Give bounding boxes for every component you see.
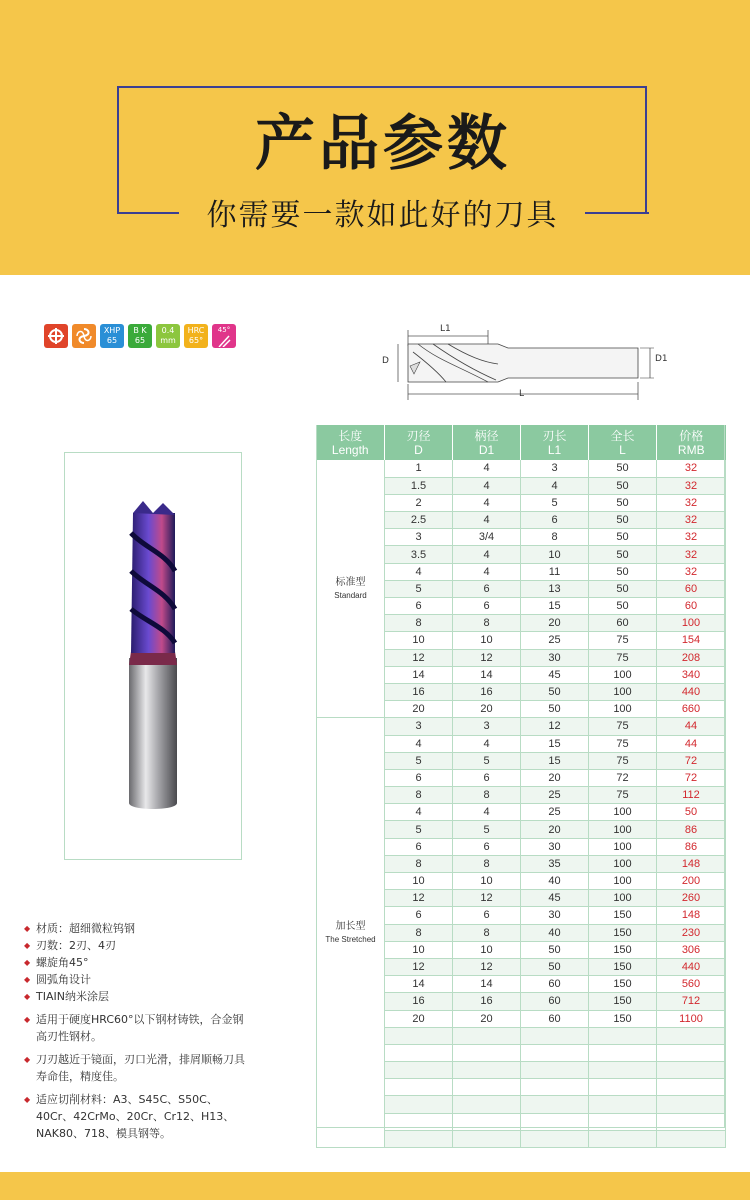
cell-price: 100 — [657, 615, 726, 632]
header-cn: 柄径 — [474, 428, 499, 443]
table-header-cell — [589, 425, 657, 460]
cell-d: 8 — [385, 855, 453, 872]
cell-price: 440 — [657, 958, 726, 975]
cell-price: 260 — [657, 890, 726, 907]
table-header-cell — [317, 425, 385, 460]
cell-price — [657, 1079, 726, 1096]
cell-l1: 15 — [521, 752, 589, 769]
cross-circle-icon — [44, 324, 68, 348]
cell-d: 10 — [385, 632, 453, 649]
cell-d: 20 — [385, 701, 453, 718]
cell-d1 — [453, 1096, 521, 1113]
cell-d1: 3/4 — [453, 529, 521, 546]
cell-price — [657, 1062, 726, 1079]
cell-d1 — [453, 1044, 521, 1061]
cell-d1 — [453, 1130, 521, 1147]
table-header-cell — [453, 425, 521, 460]
cell-d: 6 — [385, 907, 453, 924]
cell-l1: 50 — [521, 941, 589, 958]
header-en: RMB — [677, 442, 705, 457]
cell-d: 4 — [385, 735, 453, 752]
cell-d1: 4 — [453, 563, 521, 580]
cell-price: 1100 — [657, 1010, 726, 1027]
cell-d1: 4 — [453, 546, 521, 563]
cell-l — [589, 1044, 657, 1061]
cell-price: 230 — [657, 924, 726, 941]
cell-l1: 50 — [521, 701, 589, 718]
cell-l1: 45 — [521, 890, 589, 907]
cell-l1: 50 — [521, 958, 589, 975]
cell-l1: 60 — [521, 976, 589, 993]
diagram-label-l: L — [519, 389, 525, 399]
cell-l1: 40 — [521, 924, 589, 941]
hrc-icon-line1: HRC — [187, 326, 205, 335]
cell-l1: 25 — [521, 804, 589, 821]
diagram-label-d1: D1 — [655, 354, 668, 364]
cell-l — [589, 1027, 657, 1044]
cell-l: 100 — [589, 890, 657, 907]
group-label-cn: 标准型 — [335, 576, 366, 588]
cell-d: 10 — [385, 941, 453, 958]
cell-l1: 20 — [521, 821, 589, 838]
cell-l1 — [521, 1044, 589, 1061]
cell-l1 — [521, 1096, 589, 1113]
cell-l: 50 — [589, 563, 657, 580]
cell-l: 150 — [589, 976, 657, 993]
cell-price: 32 — [657, 460, 726, 477]
tool-diagram-svg — [378, 322, 678, 407]
cell-l: 72 — [589, 769, 657, 786]
header-en: Length — [331, 442, 369, 457]
cell-d: 3 — [385, 529, 453, 546]
bk-icon-line1: B K — [133, 326, 147, 335]
cell-d1: 16 — [453, 683, 521, 700]
cell-l1: 12 — [521, 718, 589, 735]
cell-l1: 45 — [521, 666, 589, 683]
feature-material: ◆ 材质：超细微粒钨钢 — [24, 920, 254, 937]
cell-l: 50 — [589, 580, 657, 597]
cell-price: 154 — [657, 632, 726, 649]
cell-l: 100 — [589, 683, 657, 700]
header-band — [0, 0, 750, 275]
cell-price: 148 — [657, 855, 726, 872]
cell-price: 112 — [657, 787, 726, 804]
cell-d: 5 — [385, 752, 453, 769]
cell-price: 32 — [657, 477, 726, 494]
cell-l: 75 — [589, 735, 657, 752]
cell-l1: 4 — [521, 477, 589, 494]
header-cn: 刃长 — [542, 428, 567, 443]
cell-price — [657, 1130, 726, 1147]
product-photo — [64, 452, 242, 860]
cell-l: 150 — [589, 924, 657, 941]
cell-d: 20 — [385, 1010, 453, 1027]
cell-d: 8 — [385, 615, 453, 632]
cell-price — [657, 1044, 726, 1061]
cell-l — [589, 1062, 657, 1079]
cell-l1: 40 — [521, 873, 589, 890]
cell-d: 1 — [385, 460, 453, 477]
header-en: L1 — [547, 442, 562, 457]
cell-l1: 60 — [521, 1010, 589, 1027]
cell-price: 50 — [657, 804, 726, 821]
feature-helix: ◆ 螺旋角45° — [24, 954, 254, 971]
cell-l: 50 — [589, 494, 657, 511]
mm-icon — [156, 324, 180, 348]
cell-l: 100 — [589, 804, 657, 821]
cell-l: 75 — [589, 718, 657, 735]
cell-d1: 6 — [453, 838, 521, 855]
table-header-cell — [521, 425, 589, 460]
cell-d1: 20 — [453, 701, 521, 718]
cell-l — [589, 1096, 657, 1113]
cell-price: 340 — [657, 666, 726, 683]
cell-l1: 30 — [521, 649, 589, 666]
cell-price: 306 — [657, 941, 726, 958]
cell-l — [589, 1130, 657, 1147]
feature-flutes: ◆ 刃数：2刃、4刃 — [24, 937, 254, 954]
cell-d: 4 — [385, 563, 453, 580]
cell-price: 32 — [657, 512, 726, 529]
cell-price: 44 — [657, 735, 726, 752]
cell-l: 50 — [589, 477, 657, 494]
cell-price: 44 — [657, 718, 726, 735]
spec-table — [316, 425, 725, 1148]
cell-d1: 20 — [453, 1010, 521, 1027]
cell-price: 32 — [657, 529, 726, 546]
cell-l — [589, 1079, 657, 1096]
cell-l: 75 — [589, 649, 657, 666]
cell-price: 86 — [657, 821, 726, 838]
cell-l: 150 — [589, 993, 657, 1010]
cell-d: 4 — [385, 804, 453, 821]
table-header-cell — [657, 425, 726, 460]
cell-price: 148 — [657, 907, 726, 924]
diagram-label-l1: L1 — [440, 324, 451, 334]
cell-price: 712 — [657, 993, 726, 1010]
cell-l: 50 — [589, 529, 657, 546]
cell-price: 440 — [657, 683, 726, 700]
cell-d1: 4 — [453, 512, 521, 529]
cell-price: 660 — [657, 701, 726, 718]
header-en: D1 — [478, 442, 495, 457]
cell-d: 3.5 — [385, 546, 453, 563]
cell-d: 16 — [385, 993, 453, 1010]
cell-price: 72 — [657, 769, 726, 786]
cell-d1: 6 — [453, 907, 521, 924]
cell-price: 32 — [657, 546, 726, 563]
cell-price — [657, 1096, 726, 1113]
table-row — [317, 460, 726, 477]
end-mill-illustration — [65, 453, 241, 859]
cell-l1: 20 — [521, 769, 589, 786]
cell-price: 32 — [657, 563, 726, 580]
cell-l: 60 — [589, 615, 657, 632]
cell-l1 — [521, 1027, 589, 1044]
cell-price: 60 — [657, 598, 726, 615]
title-frame-bottom-right — [585, 212, 649, 214]
table-header-cell — [385, 425, 453, 460]
cell-d1: 4 — [453, 460, 521, 477]
hrc-icon — [184, 324, 208, 348]
table-header-row — [317, 425, 726, 460]
cell-l: 150 — [589, 958, 657, 975]
cell-price: 72 — [657, 752, 726, 769]
cell-l1: 3 — [521, 460, 589, 477]
feature-coating: ◆ TIAIN纳米涂层 — [24, 988, 254, 1005]
cell-d: 6 — [385, 598, 453, 615]
cell-price: 86 — [657, 838, 726, 855]
xhp-icon — [100, 324, 124, 348]
cell-l1: 5 — [521, 494, 589, 511]
cell-d: 6 — [385, 769, 453, 786]
cell-d — [385, 1096, 453, 1113]
cell-l: 150 — [589, 941, 657, 958]
cell-l1: 13 — [521, 580, 589, 597]
cell-l1: 25 — [521, 632, 589, 649]
feature-corner: ◆ 圆弧角设计 — [24, 971, 254, 988]
cell-l1: 15 — [521, 735, 589, 752]
cell-d: 12 — [385, 958, 453, 975]
cell-l — [589, 1113, 657, 1130]
group-label-cn: 加长型 — [335, 920, 366, 932]
cell-d: 8 — [385, 924, 453, 941]
page-subtitle: 你需要一款如此好的刀具 — [206, 198, 559, 233]
feature-list — [24, 920, 254, 1142]
cell-d1: 8 — [453, 924, 521, 941]
mm-icon-line2: mm — [160, 336, 176, 345]
mm-icon-line1: 0.4 — [161, 326, 175, 335]
cell-l1 — [521, 1062, 589, 1079]
cell-d: 3 — [385, 718, 453, 735]
cell-d1: 8 — [453, 615, 521, 632]
feature-icons — [44, 324, 236, 348]
cell-d: 12 — [385, 649, 453, 666]
cell-d — [385, 1044, 453, 1061]
cell-d1 — [453, 1079, 521, 1096]
cell-d1: 10 — [453, 941, 521, 958]
cell-l1: 50 — [521, 683, 589, 700]
table-row — [317, 718, 726, 735]
cell-price: 208 — [657, 649, 726, 666]
cell-d: 5 — [385, 821, 453, 838]
cell-l: 150 — [589, 1010, 657, 1027]
cell-d: 12 — [385, 890, 453, 907]
cell-l: 100 — [589, 821, 657, 838]
group-label-cell — [317, 718, 385, 1148]
title-frame-bottom-left — [117, 212, 179, 214]
feature-finish: ◆ 刀刃越近于镜面，刃口光滑，排屑顺畅刀具寿命佳，精度佳。 — [24, 1051, 254, 1085]
cell-d1: 16 — [453, 993, 521, 1010]
cell-l: 100 — [589, 838, 657, 855]
xhp-icon-line2: 65 — [106, 336, 118, 345]
cell-d1: 5 — [453, 821, 521, 838]
cell-d: 14 — [385, 666, 453, 683]
cell-d — [385, 1113, 453, 1130]
cell-l1 — [521, 1113, 589, 1130]
header-en: L — [619, 442, 626, 457]
cell-d1: 14 — [453, 666, 521, 683]
cell-d: 1.5 — [385, 477, 453, 494]
cell-l: 100 — [589, 873, 657, 890]
cell-l: 100 — [589, 666, 657, 683]
cell-l: 75 — [589, 632, 657, 649]
cell-d1: 4 — [453, 735, 521, 752]
helix-45-icon — [212, 324, 236, 348]
cell-d1: 12 — [453, 890, 521, 907]
xhp-icon-line1: XHP — [103, 326, 121, 335]
cell-d — [385, 1027, 453, 1044]
tool-dimension-diagram — [378, 322, 678, 407]
cell-price: 560 — [657, 976, 726, 993]
spiral-icon — [72, 324, 96, 348]
cell-d1: 4 — [453, 477, 521, 494]
cell-l1: 10 — [521, 546, 589, 563]
helix-45-icon-label: 45° — [217, 326, 231, 334]
cell-price: 200 — [657, 873, 726, 890]
cell-l: 50 — [589, 598, 657, 615]
cell-d — [385, 1079, 453, 1096]
cell-l1: 20 — [521, 615, 589, 632]
cell-d1: 8 — [453, 855, 521, 872]
cell-d1: 12 — [453, 649, 521, 666]
cell-d: 14 — [385, 976, 453, 993]
cell-l: 50 — [589, 512, 657, 529]
cell-d: 5 — [385, 580, 453, 597]
cell-l1: 8 — [521, 529, 589, 546]
cell-d1: 4 — [453, 494, 521, 511]
hrc-icon-line2: 65° — [188, 336, 204, 345]
group-label-cell — [317, 460, 385, 718]
cell-l: 50 — [589, 460, 657, 477]
cell-d: 8 — [385, 787, 453, 804]
cell-l1: 35 — [521, 855, 589, 872]
header-cn: 刃径 — [406, 428, 431, 443]
cell-d: 10 — [385, 873, 453, 890]
cell-d1: 10 — [453, 632, 521, 649]
cell-l1: 25 — [521, 787, 589, 804]
footer-band — [0, 1172, 750, 1200]
group-label-en: Standard — [334, 590, 367, 600]
spec-table-grid — [316, 425, 726, 1148]
cell-l: 75 — [589, 752, 657, 769]
cell-d: 2.5 — [385, 512, 453, 529]
cell-l: 50 — [589, 546, 657, 563]
cell-l1 — [521, 1079, 589, 1096]
cell-d1: 10 — [453, 873, 521, 890]
cell-l: 75 — [589, 787, 657, 804]
cell-l1: 30 — [521, 838, 589, 855]
cell-d1: 5 — [453, 752, 521, 769]
diagram-label-d: D — [382, 356, 389, 366]
cell-d: 6 — [385, 838, 453, 855]
cell-price: 60 — [657, 580, 726, 597]
cell-l1: 60 — [521, 993, 589, 1010]
header-cn: 价格 — [679, 428, 704, 443]
cell-d1: 8 — [453, 787, 521, 804]
cell-d1: 3 — [453, 718, 521, 735]
cell-l: 150 — [589, 907, 657, 924]
bk-icon — [128, 324, 152, 348]
cell-price — [657, 1113, 726, 1130]
cell-d: 2 — [385, 494, 453, 511]
cell-l: 100 — [589, 855, 657, 872]
cell-l1: 30 — [521, 907, 589, 924]
cell-d: 16 — [385, 683, 453, 700]
group-label-en: The Stretched — [325, 934, 376, 944]
cell-d1: 12 — [453, 958, 521, 975]
cell-price — [657, 1027, 726, 1044]
cell-l1 — [521, 1130, 589, 1147]
header-en: D — [414, 442, 423, 457]
cell-l: 100 — [589, 701, 657, 718]
header-cn: 全长 — [610, 428, 635, 443]
feature-materials: ◆ 适应切削材料：A3、S45C、S50C、40Cr、42CrMo、20Cr、Cr12、H13、NAK80、718、模具钢等。 — [24, 1091, 254, 1142]
cell-d — [385, 1130, 453, 1147]
cell-l1: 15 — [521, 598, 589, 615]
header-cn: 长度 — [338, 428, 363, 443]
cell-d1: 4 — [453, 804, 521, 821]
cell-l1: 6 — [521, 512, 589, 529]
cell-d1 — [453, 1062, 521, 1079]
cell-d — [385, 1062, 453, 1079]
feature-application: ◆ 适用于硬度HRC60°以下钢材铸铁，合金钢高刃性钢材。 — [24, 1011, 254, 1045]
cell-d1 — [453, 1027, 521, 1044]
cell-d1: 6 — [453, 580, 521, 597]
cell-d1: 6 — [453, 769, 521, 786]
bk-icon-line2: 65 — [134, 336, 146, 345]
cell-d1 — [453, 1113, 521, 1130]
cell-l1: 11 — [521, 563, 589, 580]
cell-d1: 6 — [453, 598, 521, 615]
cell-price: 32 — [657, 494, 726, 511]
cell-d1: 14 — [453, 976, 521, 993]
page-title: 产品参数 — [255, 109, 511, 179]
